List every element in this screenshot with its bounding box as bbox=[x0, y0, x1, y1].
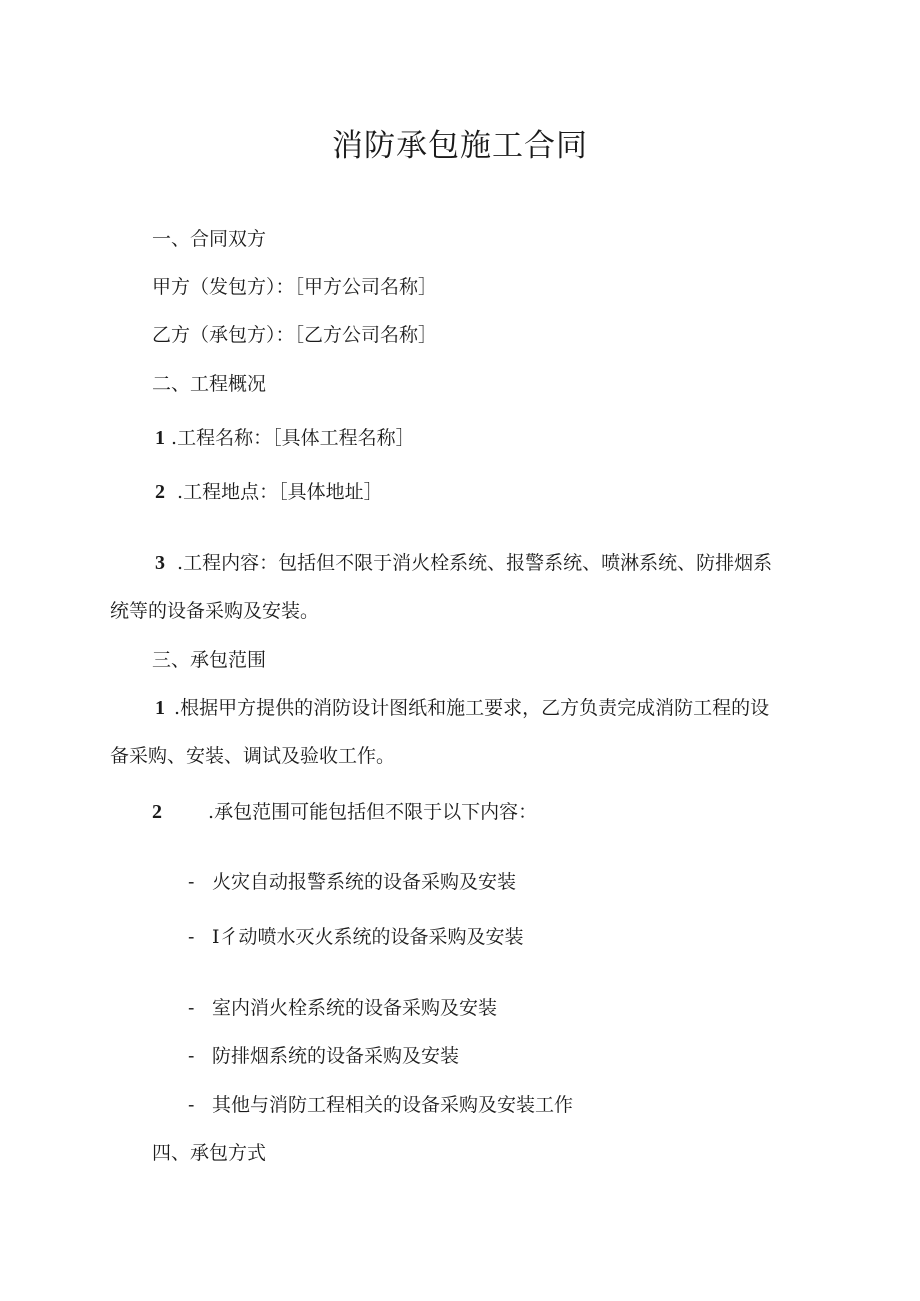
overview-item-project-content bbox=[155, 550, 772, 576]
party-a-line: 甲方（发包方）：［甲方公司名称］ bbox=[152, 276, 438, 298]
item-text: .承包范围可能包括但不限于以下内容： bbox=[208, 801, 538, 823]
scope-bullet bbox=[188, 995, 497, 1021]
scope-item-responsibility-continued: 备采购、安装、调试及验收工作。 bbox=[110, 745, 396, 767]
item-number: 2 bbox=[155, 481, 165, 503]
overview-item-project-location bbox=[155, 479, 383, 505]
document-title: 消防承包施工合同 bbox=[332, 128, 588, 164]
overview-item-project-name bbox=[155, 425, 415, 451]
scope-item-responsibility bbox=[155, 695, 769, 721]
section-heading-parties: 一、合同双方 bbox=[152, 228, 267, 250]
bullet-text: 火灾自动报警系统的设备采购及安装 bbox=[212, 871, 517, 893]
bullet-dash: - bbox=[188, 1045, 195, 1067]
item-number: 1 bbox=[155, 427, 165, 449]
item-text: .工程地点：［具体地址］ bbox=[177, 481, 383, 503]
item-number: 3 bbox=[155, 552, 165, 574]
bullet-text: 其他与消防工程相关的设备采购及安装工作 bbox=[212, 1094, 574, 1116]
section-heading-contract-method: 四、承包方式 bbox=[152, 1142, 267, 1164]
bullet-dash: - bbox=[188, 871, 195, 893]
party-b-line: 乙方（承包方）：［乙方公司名称］ bbox=[152, 324, 438, 346]
bullet-text: I彳动喷水灭火系统的设备采购及安装 bbox=[212, 926, 524, 948]
bullet-text: 室内消火栓系统的设备采购及安装 bbox=[212, 997, 498, 1019]
bullet-dash: - bbox=[188, 1094, 195, 1116]
section-heading-overview: 二、工程概况 bbox=[152, 373, 267, 395]
scope-bullet bbox=[188, 869, 516, 895]
bullet-dash: - bbox=[188, 997, 195, 1019]
bullet-text: 防排烟系统的设备采购及安装 bbox=[212, 1045, 460, 1067]
overview-item-project-content-continued: 统等的设备采购及安装。 bbox=[110, 600, 320, 622]
item-number: 2 bbox=[152, 801, 162, 823]
item-text: .工程名称：［具体工程名称］ bbox=[171, 427, 415, 449]
scope-item-contents bbox=[152, 799, 537, 825]
item-number: 1 bbox=[155, 697, 165, 719]
scope-bullet bbox=[188, 1043, 459, 1069]
bullet-dash: - bbox=[188, 926, 195, 948]
scope-bullet bbox=[188, 924, 524, 950]
item-text: .根据甲方提供的消防设计图纸和施工要求，乙方负责完成消防工程的设 bbox=[174, 697, 770, 719]
section-heading-scope: 三、承包范围 bbox=[152, 649, 267, 671]
item-text: .工程内容：包括但不限于消火栓系统、报警系统、喷淋系统、防排烟系 bbox=[177, 552, 773, 574]
scope-bullet bbox=[188, 1092, 573, 1118]
